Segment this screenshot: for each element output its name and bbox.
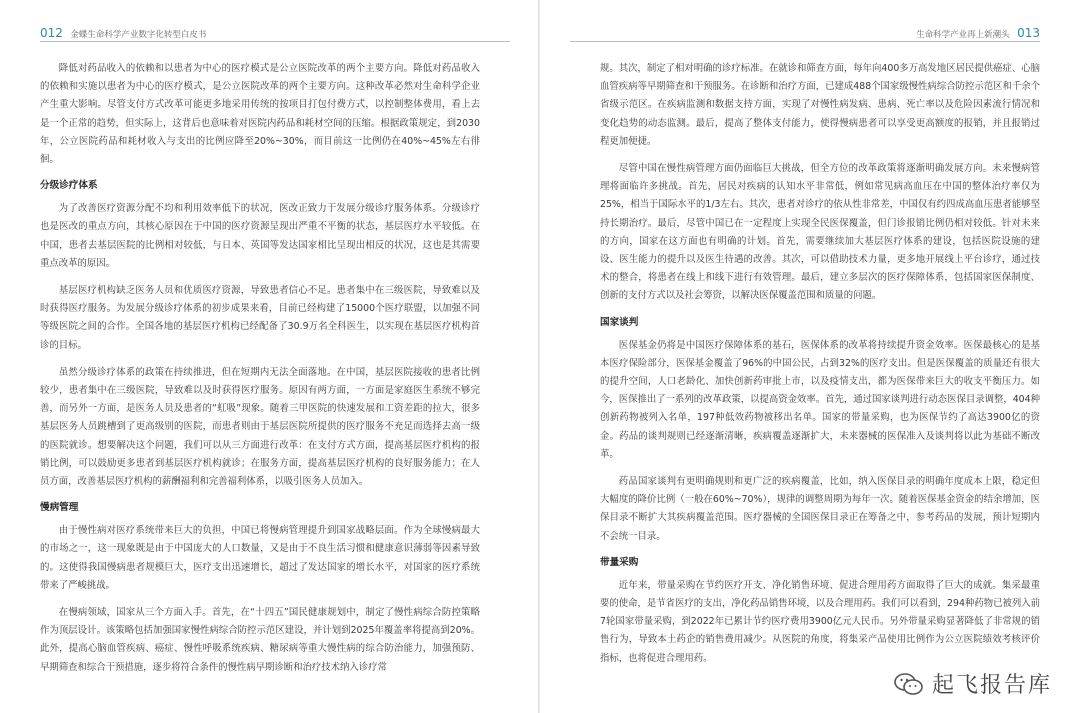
left-body <box>40 60 480 686</box>
paragraph: 近年来，带量采购在节约医疗开支、净化销售环境、促进合理用药方面取得了巨大的成就。集采最重要的使命，是节省医疗的支出，净化药品销售环境，以及合理用药。我们可以看到，294种药物已被列入前7轮国家带量采购，到2022年已累计节约医疗费用3900亿元人民币。另外带量采购显著降低了非常规的销售行为，导致本土药企的销售费用减少。从医院的角度，将集采产品使用比例作为公立医院绩效考核评价指标，也将促进合理用药。 <box>600 579 1040 664</box>
paragraph: 为了改善医疗资源分配不均和利用效率低下的状况，医改正致力于发展分级诊疗服务体系。分级诊疗也是医改的重点方向，其核心原因在于中国的医疗资源呈现出严重不平衡的状态，基层医疗水平较低。在中国，患者去基层医院的比例相对较低，与日本、英国等发达国家相比呈现出相反的状况，这也是其需要重点改革的原因。 <box>40 203 480 269</box>
wechat-icon <box>894 673 924 695</box>
section-heading: 分级诊疗体系 <box>40 180 98 192</box>
left-page-number: 012 <box>40 26 63 40</box>
right-header <box>912 24 1040 42</box>
section-heading: 带量采购 <box>600 556 639 568</box>
paragraph: 基层医疗机构缺乏医务人员和优质医疗资源，导致患者信心不足。患者集中在三级医院，导致难以及时获得医疗服务。为发展分级诊疗体系的初步成果来看，目前已经构建了15000个医疗联盟，以加强不同等级医院之间的合作。全国各地的基层医疗机构已经配备了30.9万名全科医生，以实现在基层医疗机构首诊的目标。 <box>40 285 480 351</box>
watermark <box>894 668 1052 699</box>
paragraph: 药品国家谈判有更明确规则和更广泛的疾病覆盖，比如，纳入医保目录的明确年度成本上限，稳定但大幅度的降价比例（一般在60%~70%），规律的调整周期为每年一次。随着医保基金资金的结余增加，医保目录不断扩大其疾病覆盖范围。医疗器械的全国医保目录正在筹备之中，参考药品的发展，预计短期内不会统一目录。 <box>600 476 1040 542</box>
right-body <box>600 60 1040 677</box>
paragraph: 在慢病领域，国家从三个方面入手。首先，在“十四五”国民健康规划中，制定了慢性病综合防控策略作为顶层设计。该策略包括加强国家慢性病综合防控示范区建设，并计划到2025年覆盖率将提高到20%。此外，提高心脑血管疾病、癌症、慢性呼吸系统疾病、糖尿病等重大慢性病的综合防治能力，加强预防、早期筛查和综合干预措施，逐步将符合条件的慢性病早期诊断和治疗技术纳入诊疗常 <box>40 607 480 673</box>
left-header-rule <box>40 41 510 42</box>
paragraph: 降低对药品收入的依赖和以患者为中心的医疗模式是公立医院改革的两个主要方向。降低对药品收入的依赖和实施以患者为中心的医疗模式，是公立医院改革的两个主要方向。这种改革必然对生命科学企业产生重大影响。尽管支付方式改革可能更多地采用传统的按项目打包付费方式，以控制整体费用，看上去是一个正常的趋势，但实际上，这背后也意味着对医院内药品和耗材空间的压缩。根据政策规定，到2030年，公立医院药品和耗材收入与支出的比例应降至20%~30%，而目前这一比例仍在40%~45%左右徘徊。 <box>40 63 480 166</box>
right-header-title: 生命科学产业再上新潮头 <box>916 30 1010 40</box>
right-header-rule <box>570 41 1040 42</box>
watermark-text: 起飞报告库 <box>931 673 1052 698</box>
paragraph: 规。其次，制定了相对明确的诊疗标准。在就诊和筛查方面，每年向400多万高发地区居民提供癌症、心脑血管疾病等早期筛查和干预服务。在诊断和治疗方面，已建成488个国家级慢性病综合防控示范区和千余个省级示范区。在疾病监测和数据支持方面，实现了对慢性病发病、患病、死亡率以及危险因素流行情况和变化趋势的动态监测。最后，提高了整体支付能力，使得慢病患者可以享受更高额度的报销，并且报销过程更加便捷。 <box>600 63 1040 147</box>
left-header <box>40 24 210 42</box>
paragraph: 由于慢性病对医疗系统带来巨大的负担，中国已将慢病管理提升到国家战略层面。作为全球慢病最大的市场之一，这一现象既是由于中国庞大的人口数量，又是由于不良生活习惯和健康意识薄弱等因素导致的。这使得我国慢病患者规模巨大，医疗支出迅速增长，超过了发达国家的增长水平，对国家的医疗系统带来了严峻挑战。 <box>40 525 480 591</box>
section-heading: 国家谈判 <box>600 316 639 328</box>
paragraph: 虽然分级诊疗体系的政策在持续推进，但在短期内无法全面落地。在中国，基层医院接收的患者比例较少，患者集中在三级医院，导致难以及时获得医疗服务。原因有两方面，一方面是家庭医生系统不够完善，而另外一方面，是医务人员及患者的“虹吸”现象。随着三甲医院的快速发展和工资差距的拉大，很多基层医务人员跳槽到了更高级别的医院，而患者则由于基层医院所提供的医疗服务不充足而选择去高一级的医院就诊。想要解决这个问题，我们可以从三方面进行改革：在支付方式方面，提高基层医疗机构的报销比例，可以鼓励更多患者到基层医疗机构就诊；在服务方面，提高基层医疗机构的良好服务能力；在人员方面，改善基层医疗机构的薪酬福利和完善福利体系，以吸引医务人员加入。 <box>40 366 480 488</box>
left-header-title: 金蝶生命科学产业数字化转型白皮书 <box>70 30 207 40</box>
right-page-number: 013 <box>1017 26 1040 40</box>
paragraph: 医保基金仍将是中国医疗保障体系的基石，医保体系的改革将持续提升资金效率。医保最核心的是基本医疗保险部分，医保基金覆盖了96%的中国公民，占到32%的医疗支出。但是医保覆盖的质量还有很大的提升空间，人口老龄化、加快创新药审批上市，以及疫情支出，都为医保带来巨大的收支平衡压力。如今，医保推出了一系列的改革政策，以提高资金效率。首先，通过国家谈判进行动态医保目录调整，404种创新药物被列入名单，197种低效药物被移出名单。国家的带量采购，也为医保节约了高达3900亿的资金。药品的谈判规则已经逐渐清晰，疾病覆盖逐渐扩大，未来器械的医保准入及谈判将以此为基础不断改革。 <box>600 339 1040 460</box>
right-page <box>540 0 1080 713</box>
paragraph: 尽管中国在慢性病管理方面仍面临巨大挑战，但全方位的改革政策将逐渐明确发展方向。未来慢病管理将面临许多挑战。首先，居民对疾病的认知水平非常低，例如常见病高血压在中国的整体治疗率仅为25%，相当于国际水平的1/3左右。其次，患者对诊疗的依从性非常差，中国仅有约四成高血压患者能够坚持长期治疗。最后，尽管中国已在一定程度上实现全民医保覆盖，但门诊报销比例仍相对较低。针对未来的方向，国家在这方面也有明确的计划。首先，需要继续加大基层医疗体系的建设，包括医院设施的建设、医生能力的提升以及医生待遇的改善。其次，可以借助技术力量，更多地开展线上平台诊疗，通过技术的整合，将患者在线上和线下进行有效管理。最后，建立多层次的医疗保障体系，包括国家医保制度、创新的支付方式以及社会筹资，以解决医保覆盖范围和质量的问题。 <box>600 163 1040 302</box>
section-heading: 慢病管理 <box>40 502 79 514</box>
